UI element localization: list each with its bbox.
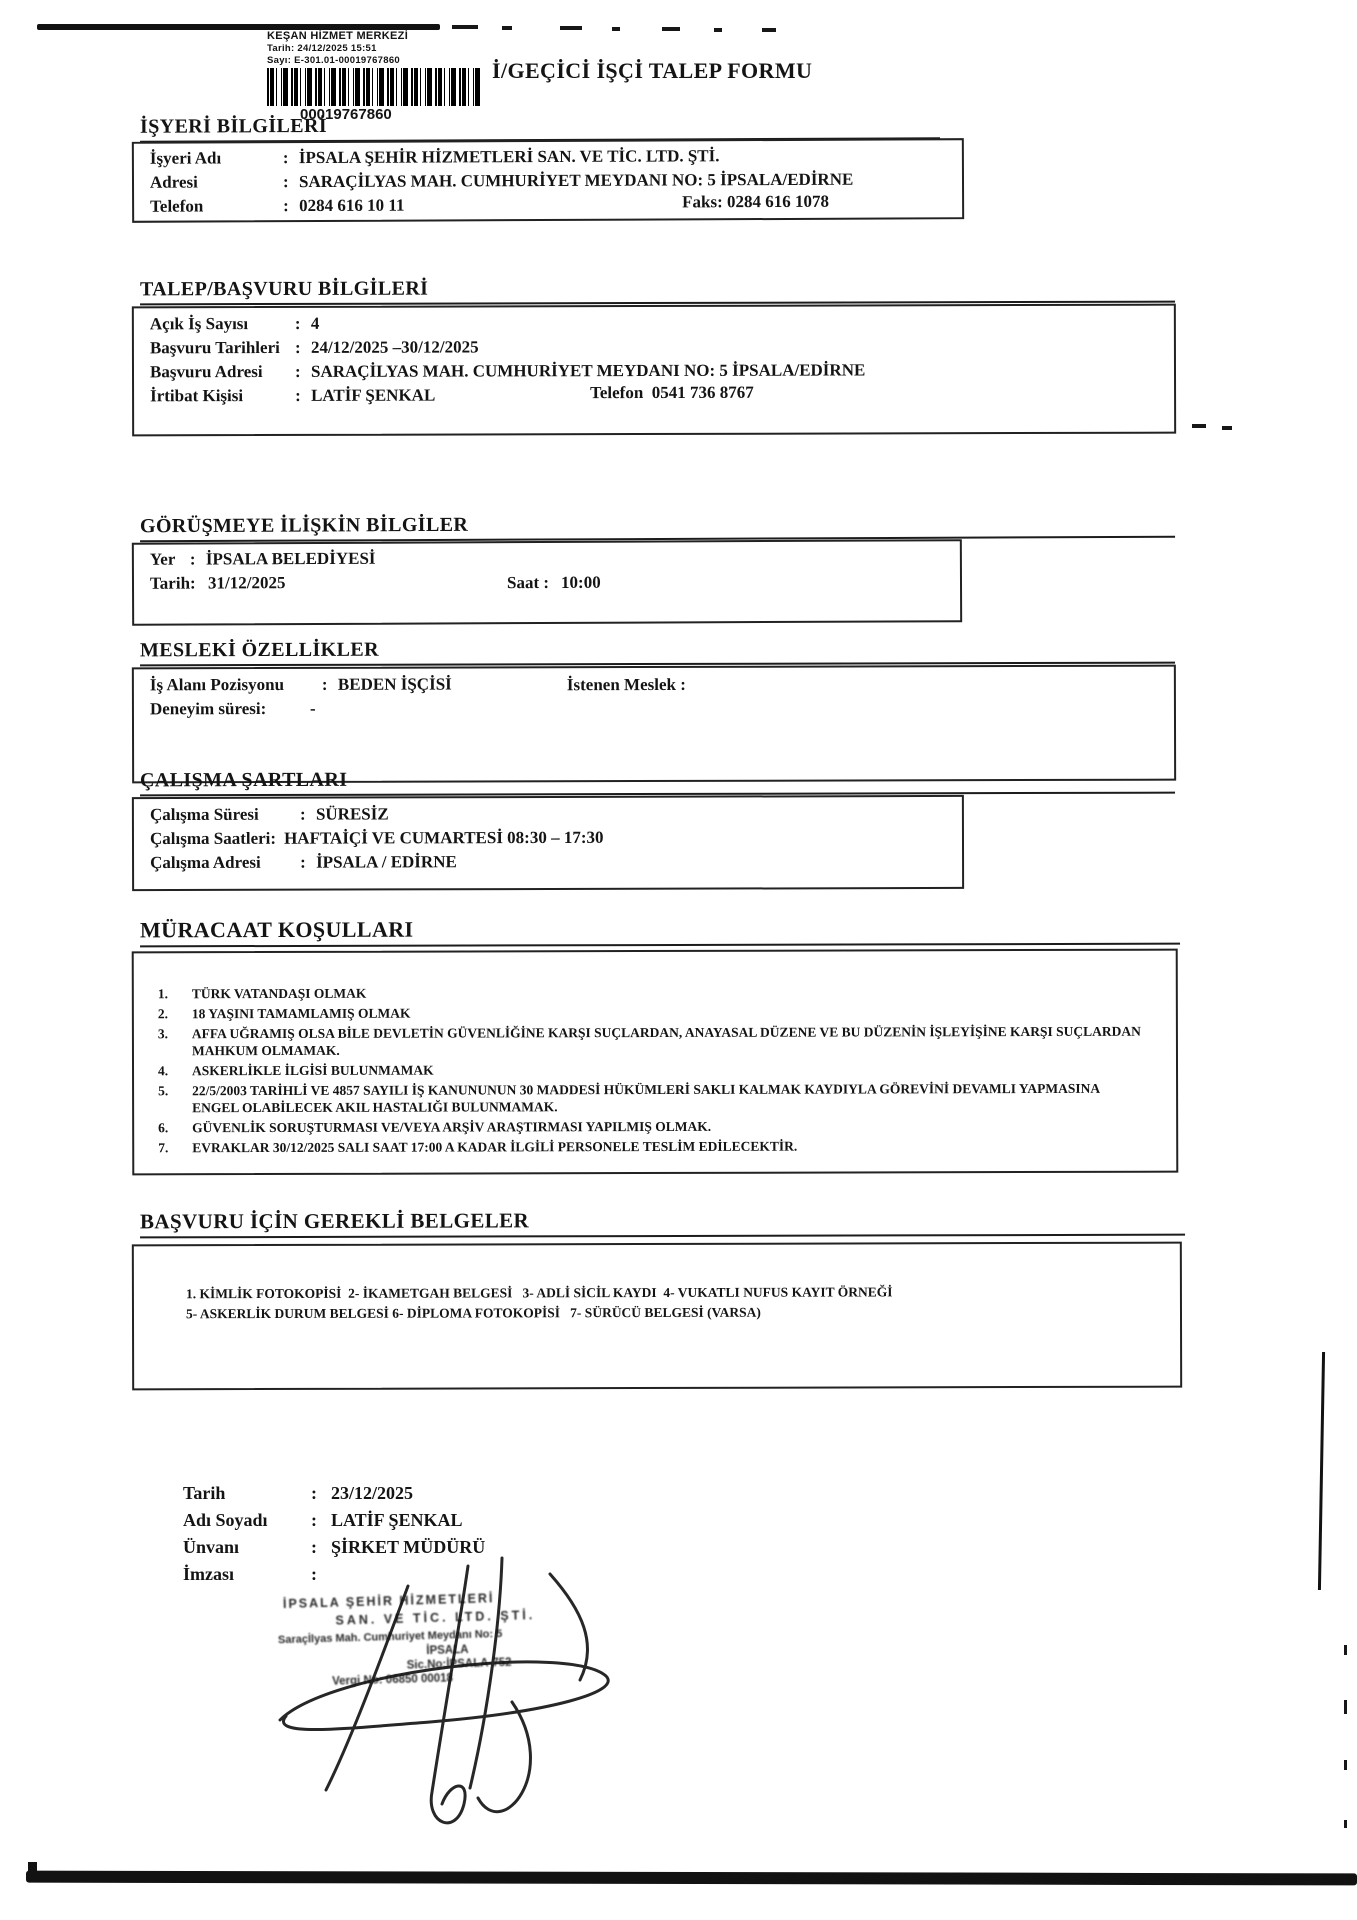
scan-artifact-bottom-bar [26, 1871, 1357, 1886]
field-row-adres [134, 167, 962, 195]
condition-item [158, 1080, 1176, 1117]
stamp-line: İPSALA [426, 1643, 469, 1658]
section-heading-mesleki [140, 637, 1175, 667]
field-value: 24/12/2025 –30/12/2025 [310, 337, 479, 357]
scan-artifact-tick [1344, 1760, 1347, 1770]
field-row-isyeri-adi [134, 143, 962, 171]
service-center-name: KEŞAN HİZMET MERKEZİ [267, 30, 409, 42]
field-value: SARAÇİLYAS MAH. CUMHURİYET MEYDANI NO: 5 İPSALA/EDİRNE [298, 169, 854, 192]
condition-text: 18 YAŞINI TAMAMLAMIŞ OLMAK [191, 1005, 411, 1022]
field-row-yer [134, 544, 960, 572]
field-faks: Faks: 0284 616 1078 [682, 191, 830, 212]
field-value: 4 [310, 313, 320, 333]
condition-item [158, 1023, 1176, 1060]
mesleki-box [132, 665, 1176, 784]
field-label: Çalışma Adresi [150, 852, 261, 873]
field-label: İmzası [183, 1564, 234, 1584]
calisma-box [132, 795, 964, 891]
scan-artifact-tick [1344, 1700, 1347, 1714]
field-row-telefon [134, 191, 962, 219]
field-label: İş Alanı Pozisyonu [149, 674, 285, 695]
field-row-calisma-suresi [134, 801, 962, 827]
field-label: Adresi [149, 172, 198, 192]
field-value: ŞİRKET MÜDÜRÜ [331, 1537, 486, 1557]
field-colon: : [295, 385, 301, 405]
scan-date-line: Tarih: 24/12/2025 15:51 [267, 43, 377, 54]
condition-item [158, 1137, 1176, 1157]
condition-text: EVRAKLAR 30/12/2025 SALI SAAT 17:00 A KADAR İLGİLİ PERSONELE TESLİM EDİLECEKTİR. [192, 1138, 798, 1156]
field-value: - [309, 698, 316, 718]
field-label: Tarih: [149, 573, 196, 593]
field-row-acik-is [134, 310, 1174, 337]
field-value: SÜRESİZ [315, 804, 389, 824]
condition-item [158, 1060, 1176, 1080]
field-value: 10:00 [560, 572, 601, 592]
field-row-calisma-adresi [134, 849, 962, 875]
field-colon: : [282, 148, 289, 168]
field-value: 0284 616 10 11 [299, 195, 405, 216]
scan-artifact-dash [612, 27, 620, 31]
scan-artifact-right-line [1318, 1352, 1325, 1590]
section-heading-mesleki-text: MESLEKİ ÖZELLİKLER [139, 638, 379, 662]
scan-artifact-tick [1344, 1820, 1347, 1828]
field-label: İrtibat Kişisi [150, 386, 244, 406]
condition-text: AFFA UĞRAMIŞ OLSA BİLE DEVLETİN GÜVENLİĞİNE KARŞI SUÇLARDAN, ANAYASAL DÜZENE VE BU DÜZENİN İŞLEYİŞİNE KARŞI SUÇLARDAN MAHKUM OLMAMAK. [191, 1023, 1141, 1059]
field-value: İPSALA ŞEHİR HİZMETLERİ SAN. VE TİC. LTD. ŞTİ. [298, 146, 720, 168]
scan-artifact-dash [452, 25, 478, 29]
condition-number: 1. [157, 986, 168, 1002]
field-label: Çalışma Süresi [149, 804, 259, 825]
condition-number: 6. [158, 1120, 169, 1136]
scan-artifact-tick [1344, 1645, 1347, 1655]
scan-artifact-dash [662, 27, 680, 31]
isyeri-box [132, 138, 964, 223]
section-heading-talep [140, 276, 1175, 306]
field-row-basvuru-tarihleri [134, 334, 1174, 361]
field-value: SARAÇİLYAS MAH. CUMHURİYET MEYDANI NO: 5 İPSALA/EDİRNE [310, 360, 866, 381]
barcode [267, 68, 483, 106]
scan-artifact-dash [560, 26, 582, 30]
field-row-basvuru-adresi [134, 358, 1174, 385]
section-heading-calisma-text: ÇALIŞMA ŞARTLARI [139, 768, 348, 792]
field-colon: : [189, 549, 196, 569]
belgeler-box [132, 1242, 1182, 1391]
condition-number: 4. [158, 1063, 169, 1079]
scan-artifact-dash [714, 28, 722, 32]
section-heading-muracaat-text: MÜRACAAT KOŞULLARI [139, 916, 414, 943]
field-colon: : [311, 1510, 317, 1530]
section-heading-belgeler [140, 1207, 1185, 1239]
stamp-line: İPSALA ŞEHİR HİZMETLERİ [282, 1591, 495, 1612]
scan-artifact-dash [502, 26, 512, 30]
field-value: İPSALA BELEDİYESİ [205, 548, 376, 569]
field-colon: : [282, 172, 289, 192]
field-label: Başvuru Adresi [149, 362, 263, 382]
stamp-line: Vergi No: 06850 00018 [332, 1672, 454, 1688]
field-label: Ünvanı [183, 1537, 240, 1557]
stamp-line: SAN. VE TİC. LTD. ŞTİ. [335, 1608, 536, 1628]
section-heading-muracaat [140, 915, 1180, 948]
section-heading-isyeri-text: İŞYERİ BİLGİLERİ [139, 114, 328, 138]
barcode-number: 00019767860 [300, 106, 392, 123]
field-colon: : [294, 361, 301, 381]
section-heading-belgeler-text: BAŞVURU İÇİN GEREKLİ BELGELER [139, 1208, 530, 1234]
field-label: Deneyim süresi: [149, 699, 267, 719]
condition-number: 2. [157, 1006, 169, 1022]
condition-item [158, 1003, 1176, 1023]
condition-number: 3. [157, 1026, 169, 1042]
required-documents-line: 1. KİMLİK FOTOKOPİSİ 2- İKAMETGAH BELGESİ 3- ADLİ SİCİL KAYDI 4- VUKATLI NUFUS KAYIT ÖRNEĞİ [185, 1284, 893, 1302]
stamp-line: Saraçİlyas Mah. Cumhuriyet Meydanı No: 5 [277, 1627, 503, 1647]
field-label: Başvuru Tarihleri [149, 337, 280, 358]
section-heading-calisma [140, 767, 1175, 797]
field-label: Adı Soyadı [183, 1510, 268, 1530]
field-colon: : [283, 196, 289, 216]
field-row-saat [507, 573, 601, 593]
field-value: LATİF ŞENKAL [331, 1510, 463, 1530]
field-value: HAFTAİÇİ VE CUMARTESİ 08:30 – 17:30 [284, 827, 604, 848]
field-value: LATİF ŞENKAL [311, 385, 436, 405]
condition-text: TÜRK VATANDAŞI OLMAK [191, 985, 367, 1002]
field-label: Tarih [183, 1483, 226, 1503]
muracaat-box [132, 949, 1179, 1176]
field-colon: : [294, 337, 301, 357]
section-heading-gorusme [140, 511, 1175, 543]
field-label: Açık İş Sayısı [149, 314, 249, 334]
signature-scribble [250, 1552, 680, 1852]
field-label: İşyeri Adı [149, 148, 222, 168]
field-colon: : [300, 852, 306, 872]
form-title: İ/GEÇİCİ İŞÇİ TALEP FORMU [492, 58, 813, 83]
section-heading-gorusme-text: GÖRÜŞMEYE İLİŞKİN BİLGİLER [139, 513, 469, 538]
section-heading-talep-text: TALEP/BAŞVURU BİLGİLERİ [139, 277, 429, 301]
footer-row-tarih [183, 1480, 485, 1507]
field-label: Çalışma Saatleri: [149, 828, 277, 849]
field-colon: : [321, 674, 328, 694]
field-row-calisma-saatleri [134, 825, 962, 851]
gorusme-box [132, 539, 962, 626]
field-label: Telefon [150, 196, 204, 216]
scan-artifact-dash [762, 28, 776, 32]
field-colon: : [299, 804, 306, 824]
condition-text: ASKERLİKLE İLGİSİ BULUNMAMAK [192, 1062, 434, 1079]
condition-item [158, 983, 1176, 1003]
required-documents-line: 5- ASKERLİK DURUM BELGESİ 6- DİPLOMA FOTOKOPİSİ 7- SÜRÜCÜ BELGESİ (VARSA) [185, 1304, 761, 1322]
field-colon: : [311, 1537, 317, 1557]
field-value: BEDEN İŞÇİSİ [337, 674, 452, 694]
field-value: 31/12/2025 [207, 573, 286, 593]
condition-text: GÜVENLİK SORUŞTURMASI VE/VEYA ARŞİV ARAŞTIRMASI YAPILMIŞ OLMAK. [192, 1118, 712, 1136]
condition-text: 22/5/2003 TARİHLİ VE 4857 SAYILI İŞ KANUNUNUN 30 MADDESİ HÜKÜMLERİ SAKLI KALMAK KAYDIYLA GÖREVİNİ DEVAMLI YAPMASINA ENGEL OLABİLECEK AKIL HASTALIĞI BULUNMAMAK. [192, 1080, 1100, 1116]
talep-box [132, 304, 1176, 437]
condition-item [158, 1117, 1176, 1137]
field-colon: : [311, 1483, 317, 1503]
field-irtibat-telefon: Telefon 0541 736 8767 [590, 382, 754, 403]
field-label: Yer [149, 549, 176, 569]
field-value: İPSALA / EDİRNE [316, 852, 457, 872]
field-istenen-meslek: İstenen Meslek : [566, 674, 686, 695]
field-value: 23/12/2025 [331, 1483, 414, 1503]
field-row-deneyim [134, 695, 1174, 722]
scan-artifact-dash [1222, 426, 1232, 430]
scan-artifact-dash [1192, 424, 1206, 428]
stamp-line: Sic.No:İPSALA-752 [406, 1656, 512, 1672]
condition-number: 7. [158, 1140, 169, 1156]
condition-number: 5. [158, 1083, 169, 1099]
scan-number-line: Sayı: E-301.01-00019767860 [267, 55, 400, 66]
footer-row-adi-soyadi [183, 1507, 485, 1534]
field-colon: : [294, 313, 301, 333]
field-label: Saat : [506, 572, 550, 593]
field-colon: : [311, 1564, 317, 1584]
